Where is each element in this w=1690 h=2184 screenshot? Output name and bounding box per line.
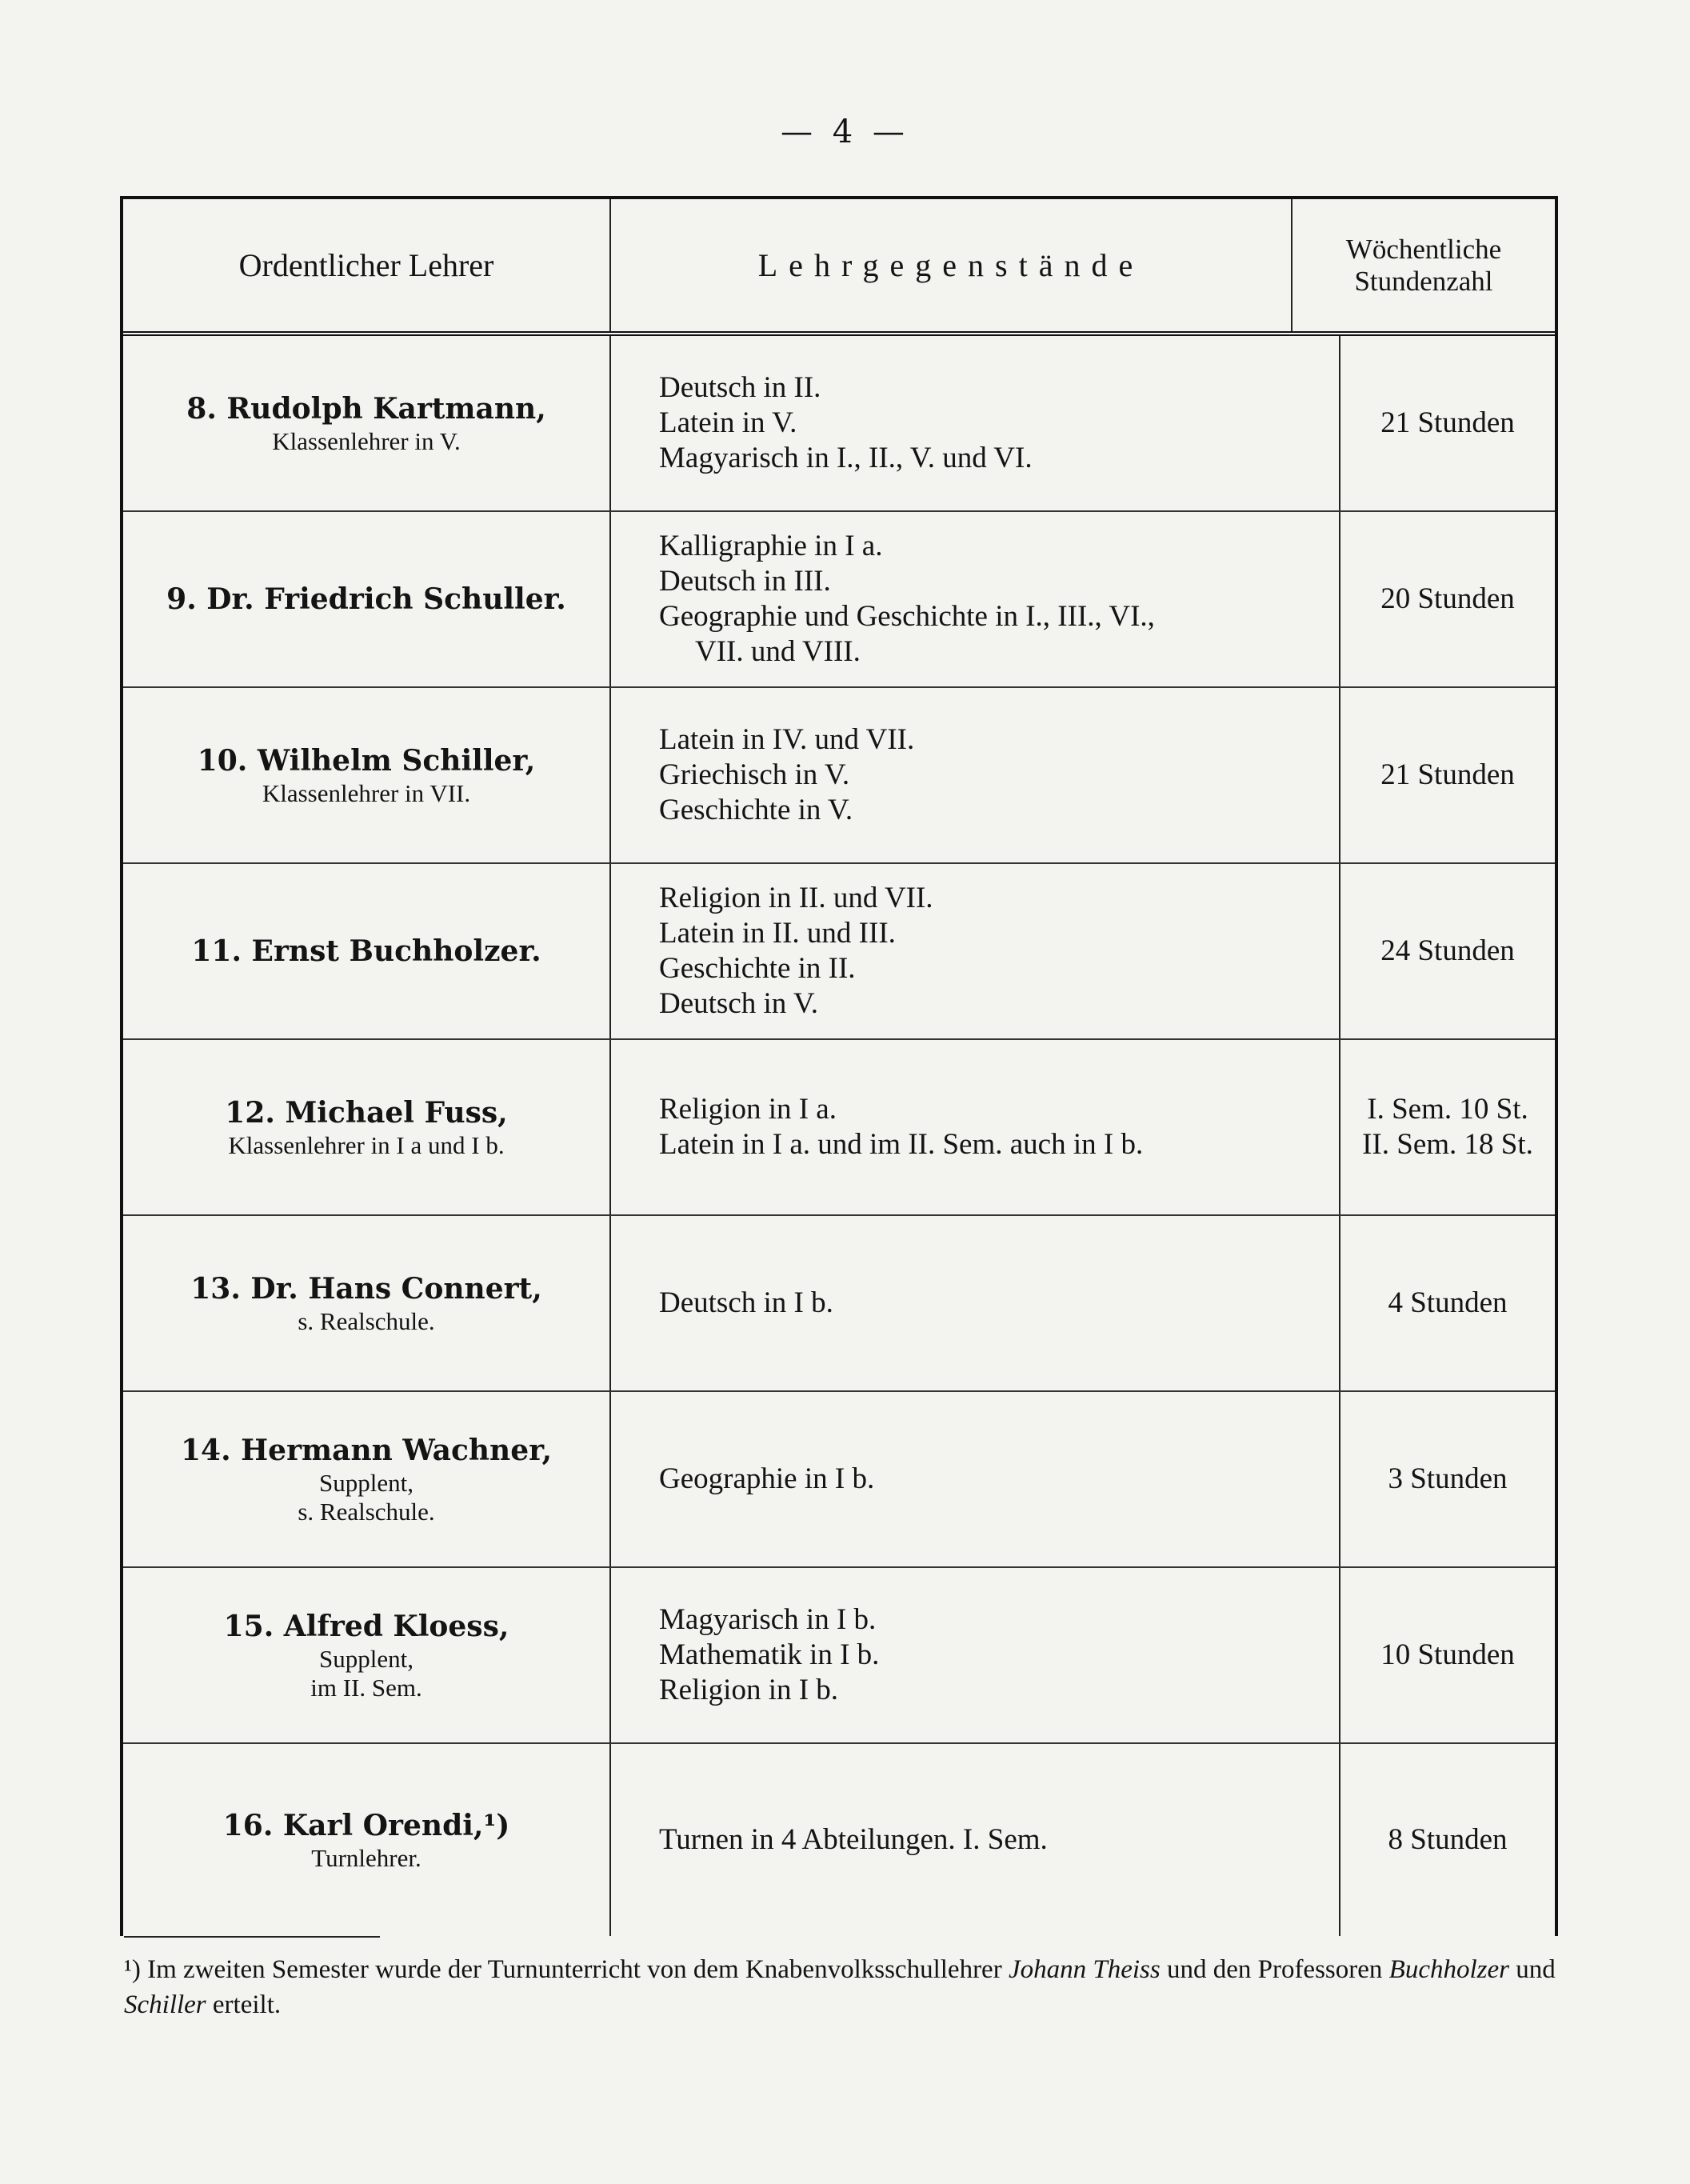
footnote-text-4: erteilt.: [212, 1990, 282, 2019]
teacher-name: 11. Ernst Buchholzer.: [191, 934, 541, 968]
subject-line: Deutsch in II.: [659, 371, 821, 404]
teacher-cell: [123, 512, 611, 686]
teacher-note: im II. Sem.: [310, 1674, 422, 1702]
table-header: [123, 199, 1555, 336]
subject-line: Geschichte in II.: [659, 952, 856, 985]
teacher-name: 16. Karl Orendi,¹): [222, 1809, 510, 1842]
header-hours-line1: Wöchentliche: [1345, 233, 1502, 265]
subjects-cell: [611, 1392, 1340, 1566]
subject-line: Mathematik in I b.: [659, 1638, 880, 1671]
footnote-text-2: und den Professoren: [1166, 1955, 1383, 1984]
subject-line: Religion in I a.: [659, 1093, 837, 1126]
subject-line: Geographie und Geschichte in I., III., VI.,: [659, 600, 1155, 633]
subject-line: Deutsch in I b.: [659, 1286, 833, 1319]
teacher-cell: [123, 1568, 611, 1742]
footnote-name-2: Buchholzer: [1388, 1955, 1509, 1984]
teacher-note: s. Realschule.: [298, 1307, 435, 1335]
subjects-cell: [611, 336, 1340, 510]
table-row: [123, 688, 1555, 864]
subjects-cell: [611, 1744, 1340, 1936]
teacher-note: Klassenlehrer in I a und I b.: [228, 1131, 505, 1159]
footnote: [124, 1952, 1564, 2022]
subject-line: Turnen in 4 Abteilungen. I. Sem.: [659, 1823, 1048, 1856]
teacher-table: [120, 196, 1558, 1936]
table-row: [123, 1392, 1555, 1568]
hours-value: 8 Stunden: [1388, 1823, 1508, 1856]
teacher-note: Klassenlehrer in V.: [272, 427, 461, 455]
subjects-cell: [611, 512, 1340, 686]
hours-cell: [1340, 1216, 1555, 1390]
subject-line: Deutsch in III.: [659, 565, 831, 598]
subjects-cell: [611, 864, 1340, 1038]
subject-line: Magyarisch in I b.: [659, 1603, 877, 1636]
teacher-name: 10. Wilhelm Schiller,: [197, 744, 536, 778]
teacher-name: 14. Hermann Wachner,: [180, 1434, 553, 1467]
subject-line: Geographie in I b.: [659, 1462, 875, 1495]
hours-cell: [1340, 1392, 1555, 1566]
teacher-name: 9. Dr. Friedrich Schuller.: [166, 582, 566, 616]
footnote-marker: ¹): [124, 1955, 141, 1984]
teacher-name: 8. Rudolph Kartmann,: [186, 392, 546, 426]
subject-line: VII. und VIII.: [695, 635, 861, 668]
footnote-name-1: Johann Theiss: [1008, 1955, 1161, 1984]
table-row: [123, 864, 1555, 1040]
hours-value: 21 Stunden: [1380, 406, 1515, 439]
subjects-cell: [611, 1216, 1340, 1390]
table-row: [123, 1568, 1555, 1744]
subject-line: Latein in II. und III.: [659, 917, 896, 950]
header-hours: [1292, 199, 1555, 331]
hours-cell: [1340, 1744, 1555, 1936]
footnote-rule: [124, 1936, 380, 1938]
hours-value: 4 Stunden: [1388, 1286, 1508, 1319]
teacher-note: s. Realschule.: [298, 1498, 435, 1526]
hours-value: 20 Stunden: [1380, 582, 1515, 615]
hours-value: 24 Stunden: [1380, 934, 1515, 967]
teacher-cell: [123, 1216, 611, 1390]
teacher-cell: [123, 1040, 611, 1214]
teacher-name: 13. Dr. Hans Connert,: [190, 1272, 542, 1306]
teacher-note: Turnlehrer.: [311, 1844, 422, 1872]
subject-line: Kalligraphie in I a.: [659, 530, 883, 562]
hours-cell: [1340, 336, 1555, 510]
teacher-cell: [123, 688, 611, 862]
teacher-note: Supplent,: [319, 1645, 414, 1673]
hours-value: 3 Stunden: [1388, 1462, 1508, 1495]
subject-line: Latein in V.: [659, 406, 797, 439]
hours-cell: [1340, 1568, 1555, 1742]
table-row: [123, 336, 1555, 512]
subjects-cell: [611, 1568, 1340, 1742]
subject-line: Griechisch in V.: [659, 758, 850, 791]
hours-value: 10 Stunden: [1380, 1638, 1515, 1671]
header-hours-line2: Stundenzahl: [1354, 265, 1493, 297]
table-body: [123, 336, 1555, 1936]
hours-cell: [1340, 688, 1555, 862]
teacher-name: 12. Michael Fuss,: [225, 1096, 508, 1130]
subject-line: Geschichte in V.: [659, 794, 853, 826]
teacher-note: Supplent,: [319, 1469, 414, 1497]
subject-line: Latein in I a. und im II. Sem. auch in I b.: [659, 1128, 1144, 1161]
teacher-name: 15. Alfred Kloess,: [223, 1610, 509, 1643]
teacher-cell: [123, 864, 611, 1038]
subject-line: Religion in I b.: [659, 1674, 839, 1706]
footnote-text-3: und: [1516, 1955, 1556, 1984]
header-teacher: Ordentlicher Lehrer: [123, 199, 611, 331]
subjects-cell: [611, 688, 1340, 862]
table-row: [123, 1744, 1555, 1936]
table-row: [123, 1216, 1555, 1392]
hours-cell: [1340, 512, 1555, 686]
subject-line: Latein in IV. und VII.: [659, 723, 915, 756]
hours-value: II. Sem. 18 St.: [1362, 1128, 1533, 1161]
footnote-name-3: Schiller: [124, 1990, 206, 2019]
page-number: — 4 —: [781, 114, 909, 150]
teacher-cell: [123, 1744, 611, 1936]
hours-cell: [1340, 1040, 1555, 1214]
footnote-text-1: Im zweiten Semester wurde der Turnunterricht von dem Knabenvolksschullehrer: [147, 1955, 1002, 1984]
subject-line: Deutsch in V.: [659, 987, 819, 1020]
hours-cell: [1340, 864, 1555, 1038]
subjects-cell: [611, 1040, 1340, 1214]
table-row: [123, 512, 1555, 688]
teacher-note: Klassenlehrer in VII.: [262, 779, 471, 807]
hours-value: 21 Stunden: [1380, 758, 1515, 791]
table-row: [123, 1040, 1555, 1216]
hours-value: I. Sem. 10 St.: [1367, 1093, 1528, 1126]
subject-line: Religion in II. und VII.: [659, 882, 933, 914]
header-subjects: Lehrgegenstände: [611, 199, 1292, 331]
teacher-cell: [123, 1392, 611, 1566]
teacher-cell: [123, 336, 611, 510]
subject-line: Magyarisch in I., II., V. und VI.: [659, 442, 1033, 474]
